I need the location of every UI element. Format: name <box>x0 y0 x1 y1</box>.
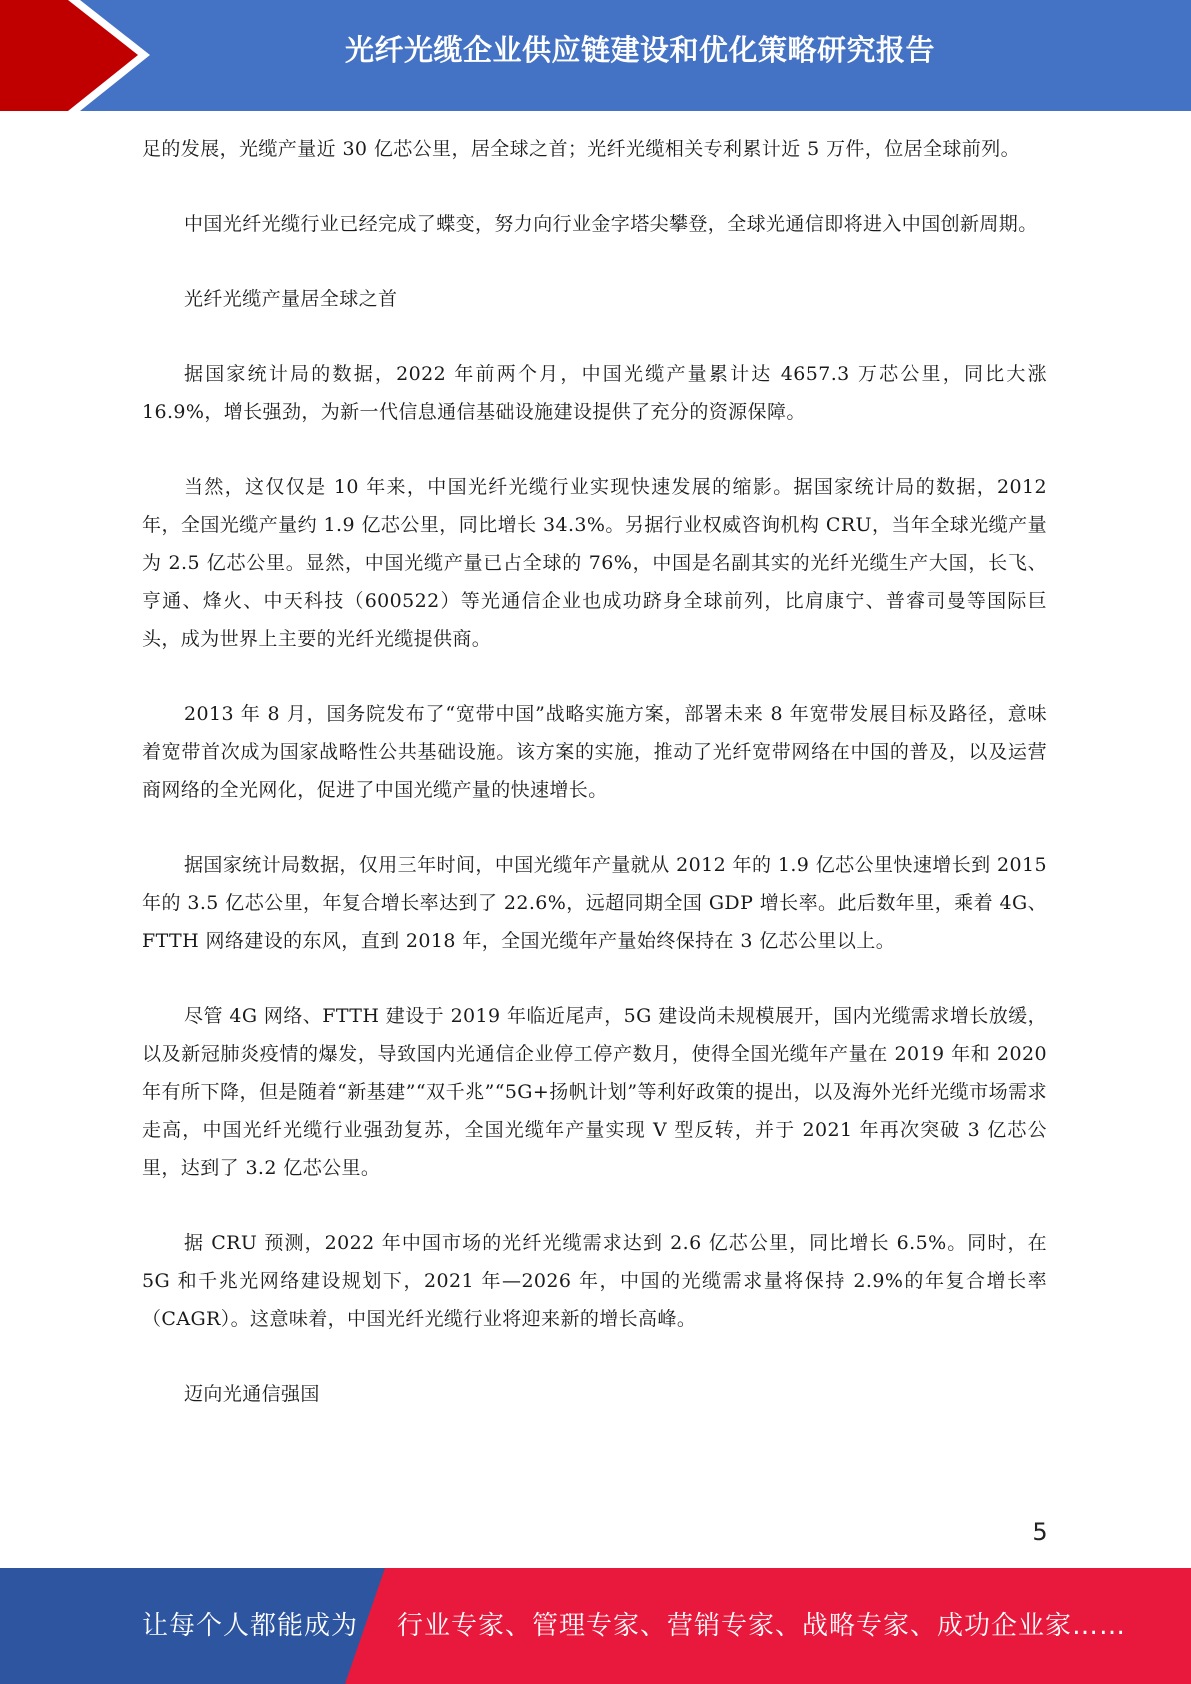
body-paragraph: 据 CRU 预测，2022 年中国市场的光纤光缆需求达到 2.6 亿芯公里，同比增长 6.5%。同时，在 5G 和千兆光网络建设规划下，2021 年—2026 年，中国的光缆需求量将保持 2.9%的年复合增长率（CAGR）。这意味着，中国光纤光缆行业将迎来新的增长高峰。 <box>142 1232 1047 1330</box>
page-number: 5 <box>1032 1518 1048 1546</box>
footer-slogan-right: 行业专家、管理专家、营销专家、战略专家、成功企业家…… <box>397 1611 1127 1641</box>
body-paragraph: 足的发展，光缆产量近 30 亿芯公里，居全球之首；光纤光缆相关专利累计近 5 万件，位居全球前列。 <box>142 138 1021 160</box>
body-paragraph: 据国家统计局的数据，2022 年前两个月，中国光缆产量累计达 4657.3 万芯公里，同比大涨 16.9%，增长强劲，为新一代信息通信基础设施建设提供了充分的资源保障。 <box>142 363 1047 423</box>
document-body <box>142 130 1047 1450</box>
document-title: 光纤光缆企业供应链建设和优化策略研究报告 <box>344 33 935 67</box>
section-heading: 迈向光通信强国 <box>184 1383 320 1405</box>
body-paragraph: 据国家统计局数据，仅用三年时间，中国光缆年产量就从 2012 年的 1.9 亿芯公里快速增长到 2015 年的 3.5 亿芯公里，年复合增长率达到了 22.6%，远超同期全国 GDP 增长率。此后数年里，乘着 4G、FTTH 网络建设的东风，直到 2018 年，全国光缆年产量始终保持在 3 亿芯公里以上。 <box>142 854 1047 952</box>
body-paragraph: 2013 年 8 月，国务院发布了“宽带中国”战略实施方案，部署未来 8 年宽带发展目标及路径，意味着宽带首次成为国家战略性公共基础设施。该方案的实施，推动了光纤宽带网络在中国的普及，以及运营商网络的全光网化，促进了中国光缆产量的快速增长。 <box>142 703 1047 801</box>
body-paragraph: 尽管 4G 网络、FTTH 建设于 2019 年临近尾声，5G 建设尚未规模展开，国内光缆需求增长放缓，以及新冠肺炎疫情的爆发，导致国内光通信企业停工停产数月，使得全国光缆年产量在 2019 年和 2020 年有所下降，但是随着“新基建”“双千兆”“5G+扬帆计划”等利好政策的提出，以及海外光纤光缆市场需求走高，中国光纤光缆行业强劲复苏，全国光缆年产量实现 V 型反转，并于 2021 年再次突破 3 亿芯公里，达到了 3.2 亿芯公里。 <box>142 1005 1047 1179</box>
page-header <box>0 0 1191 111</box>
footer-slogan-left: 让每个人都能成为 <box>142 1611 359 1641</box>
section-heading: 光纤光缆产量居全球之首 <box>184 288 398 310</box>
body-paragraph: 中国光纤光缆行业已经完成了蝶变，努力向行业金字塔尖攀登，全球光通信即将进入中国创新周期。 <box>184 213 1038 235</box>
body-paragraph: 当然，这仅仅是 10 年来，中国光纤光缆行业实现快速发展的缩影。据国家统计局的数据，2012 年，全国光缆产量约 1.9 亿芯公里，同比增长 34.3%。另据行业权威咨询机构 CRU，当年全球光缆产量为 2.5 亿芯公里。显然，中国光缆产量已占全球的 76%，中国是名副其实的光纤光缆生产大国，长飞、亨通、烽火、中天科技（600522）等光通信企业也成功跻身全球前列，比肩康宁、普睿司曼等国际巨头，成为世界上主要的光纤光缆提供商。 <box>142 476 1047 650</box>
page-footer <box>0 1568 1191 1684</box>
